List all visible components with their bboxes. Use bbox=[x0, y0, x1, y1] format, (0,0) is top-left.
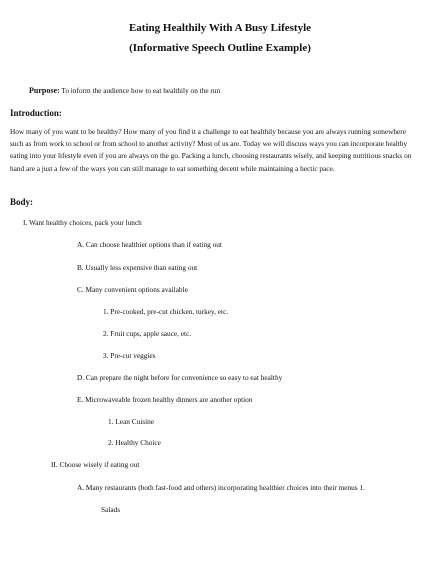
outline-item-i-c-3: 3. Pre-cut veggies bbox=[103, 351, 156, 360]
outline-item-i-c-2: 2. Fruit cups, apple sauce, etc. bbox=[103, 329, 192, 338]
outline-item-i-b: B. Usually less expensive than eating out bbox=[77, 263, 198, 272]
purpose-line bbox=[29, 86, 220, 95]
introduction-heading: Introduction: bbox=[10, 108, 62, 118]
outline-item-ii: II. Choose wisely if eating out bbox=[51, 460, 140, 469]
outline-item-i: I. Want healthy choices, pack your lunch bbox=[23, 218, 142, 227]
outline-item-ii-a-1: Salads bbox=[101, 505, 121, 514]
outline-item-i-c: C. Many convenient options available bbox=[77, 285, 188, 294]
outline-item-i-a: A. Can choose healthier options than if eating out bbox=[77, 240, 222, 249]
outline-item-ii-a: A. Many restaurants (both fast-food and others) incorporating healthier choices into their menus 1. bbox=[77, 483, 365, 492]
introduction-paragraph: How many of you want to be healthy? How many of you find it a challenge to eat healthily because you are always running somewhere such as from work to school or from school to another activity? Most of us are. Today we will discuss ways you can incorporate healthy eating into your lifestyle even if you are always on the go. Packing a lunch, choosing restaurants wisely, and keeping nutritious snacks on hand are a just a few of the ways you can still manage to eat something decent while maintaining a hectic pace. bbox=[10, 127, 412, 173]
purpose-label: Purpose: bbox=[29, 86, 60, 95]
document-subtitle: (Informative Speech Outline Example) bbox=[129, 42, 311, 54]
purpose-text: To inform the audience how to eat healthily on the run bbox=[61, 86, 221, 95]
outline-item-i-e-2: 2. Healthy Choice bbox=[108, 438, 161, 447]
outline-item-i-e-1: 1. Lean Cuisine bbox=[108, 417, 155, 426]
body-heading: Body: bbox=[10, 197, 34, 207]
outline-item-i-c-1: 1. Pre-cooked, pre-cut chicken, turkey, etc. bbox=[103, 307, 229, 316]
outline-item-i-d: D. Can prepare the night before for convenience so easy to eat healthy bbox=[77, 373, 283, 382]
outline-item-i-e: E. Microwaveable frozen healthy dinners are another option bbox=[77, 395, 253, 404]
document-title: Eating Healthily With A Busy Lifestyle bbox=[128, 22, 312, 34]
